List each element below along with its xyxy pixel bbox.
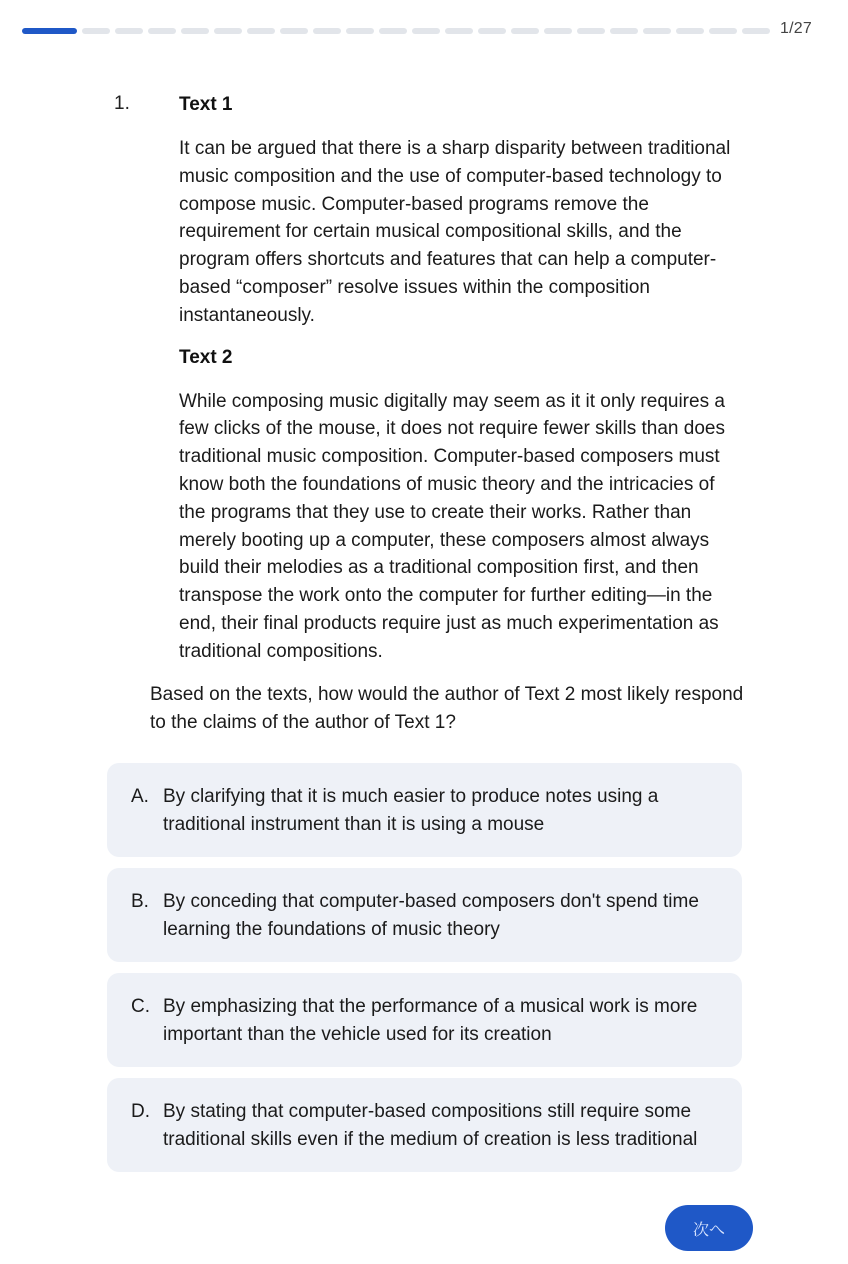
progress-segment (148, 28, 176, 34)
progress-segment (445, 28, 473, 34)
progress-segment (115, 28, 143, 34)
option-letter: A. (131, 786, 149, 807)
progress-segment (742, 28, 770, 34)
question-number: 1. (114, 93, 130, 114)
option-letter: B. (131, 891, 149, 912)
text-1-heading: Text 1 (179, 94, 233, 115)
progress-segment (577, 28, 605, 34)
option-c[interactable] (107, 973, 742, 1067)
passages (179, 93, 739, 682)
text-1-body: It can be argued that there is a sharp disparity between traditional music composition and the use of computer-based technology to compose music. Computer-based programs remove the requirement for certain musical compositional skills, and the program offers shortcuts and features that can help a computer-based “composer” resolve issues within the composition instantaneously. (179, 138, 731, 326)
option-text: By conceding that computer-based composers don't spend time learning the foundations of music theory (163, 891, 699, 940)
next-button[interactable]: 次へ (665, 1205, 753, 1251)
progress-segment (280, 28, 308, 34)
option-letter: D. (131, 1101, 150, 1122)
option-letter: C. (131, 996, 150, 1017)
option-a[interactable] (107, 763, 742, 857)
progress-segment (478, 28, 506, 34)
answer-options (107, 763, 742, 1183)
progress-segment (511, 28, 539, 34)
option-d[interactable] (107, 1078, 742, 1172)
text-2-body: While composing music digitally may seem as it it only requires a few clicks of the mouse, it does not require fewer skills than does traditional music composition. Computer-based composers must know both the foundations of music theory and the intricacies of the programs that they use to create their works. Rather than merely booting up a computer, these composers almost always build their melodies as a traditional composition first, and then transpose the work onto the computer for further editing—in the end, their final products require just as much experimentation as traditional compositions. (179, 390, 725, 662)
progress-segment (643, 28, 671, 34)
progress-segment (214, 28, 242, 34)
question-counter: 1/27 (780, 20, 812, 37)
progress-segment (181, 28, 209, 34)
question-prompt: Based on the texts, how would the author of Text 2 most likely respond to the claims of the author of Text 1? (150, 684, 744, 733)
progress-segment-current (22, 28, 77, 34)
progress-segment (313, 28, 341, 34)
option-text: By emphasizing that the performance of a musical work is more important than the vehicle used for its creation (163, 996, 698, 1045)
option-text: By stating that computer-based compositions still require some traditional skills even if the medium of creation is less traditional (163, 1101, 698, 1150)
progress-segment (676, 28, 704, 34)
progress-segment (412, 28, 440, 34)
progress-segment (346, 28, 374, 34)
progress-segment (544, 28, 572, 34)
progress-segment (247, 28, 275, 34)
option-b[interactable] (107, 868, 742, 962)
text-2-heading: Text 2 (179, 346, 233, 368)
option-text: By clarifying that it is much easier to produce notes using a traditional instrument than it is using a mouse (163, 786, 659, 835)
progress-segment (379, 28, 407, 34)
progress-bar (22, 27, 770, 35)
progress-segment (709, 28, 737, 34)
progress-segment (82, 28, 110, 34)
progress-segment (610, 28, 638, 34)
